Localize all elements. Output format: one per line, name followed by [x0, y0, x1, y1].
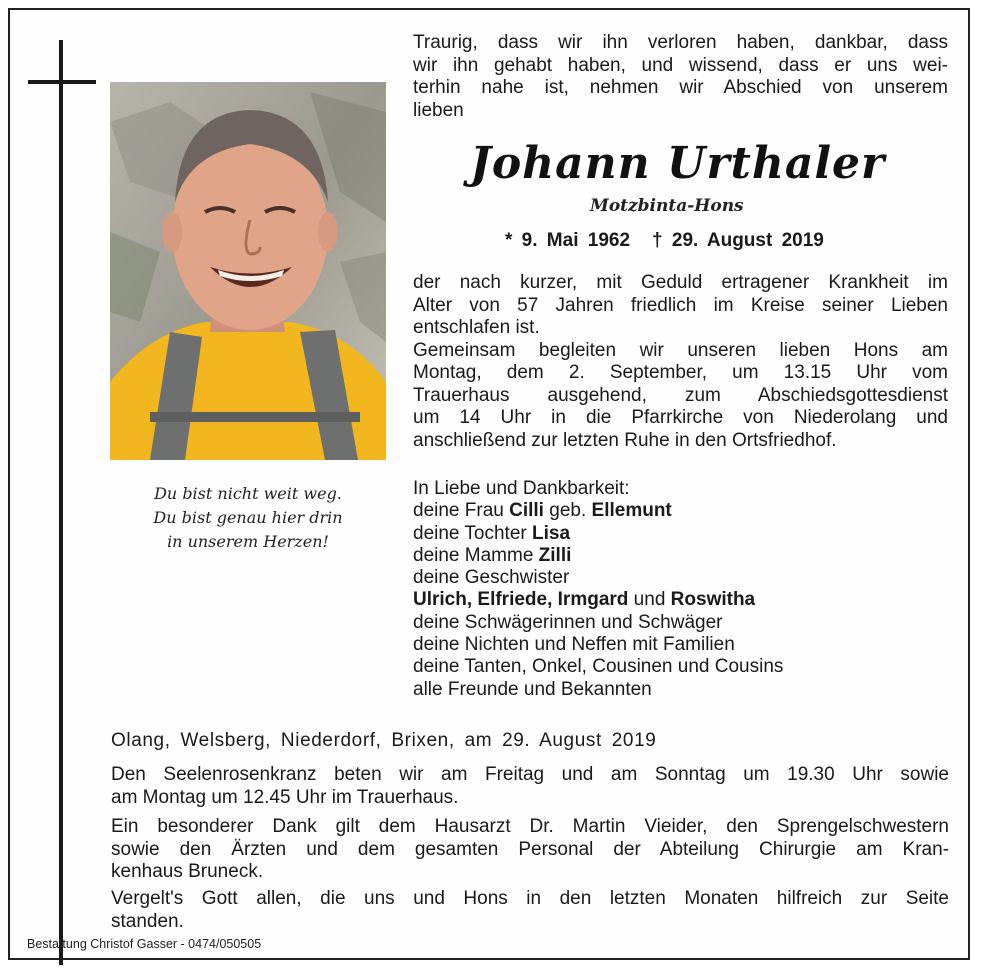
death-date: † 29. August 2019 [652, 230, 824, 251]
family-list [413, 478, 783, 701]
gratitude-text [111, 888, 949, 933]
family-relation: deine Frau [413, 500, 510, 522]
family-name: Ellemunt [591, 500, 672, 522]
family-name: Zilli [538, 544, 572, 566]
thanks-text [111, 816, 949, 884]
funeral-home-footer: Bestattung Christof Gasser - 0474/050505 [27, 937, 262, 951]
family-inlaws: deine Schwägerinnen und Schwäger [413, 611, 723, 633]
family-relation: deine Mamme [413, 544, 539, 566]
cross-icon-horizontal [28, 80, 96, 84]
family-heading: In Liebe und Dankbarkeit: [413, 478, 630, 499]
family-siblings-label: deine Geschwister [413, 567, 570, 589]
family-relation: geb. [543, 500, 592, 522]
memorial-quote [110, 482, 386, 554]
family-daughter [413, 523, 783, 545]
family-siblings [413, 589, 783, 611]
portrait-photo [110, 82, 386, 460]
intro-line: terhin nahe ist, nehmen wir Abschied von unserem [413, 77, 948, 98]
intro-line: wir ihn gehabt haben, und wissend, dass er uns wei- [413, 54, 948, 76]
family-relation: deine Tochter [413, 522, 533, 544]
passing-line: entschlafen ist. [413, 317, 540, 338]
family-friends: alle Freunde und Bekannten [413, 678, 652, 700]
family-name: Roswitha [670, 589, 756, 611]
funeral-line: anschließend zur letzten Ruhe in den Ortsfriedhof. [413, 429, 837, 451]
family-aunts: deine Tanten, Onkel, Cousinen und Cousins [413, 656, 784, 678]
quote-line: in unserem Herzen! [167, 532, 329, 551]
gratitude-line: standen. [111, 910, 184, 932]
funeral-line: Gemeinsam begleiten wir unseren lieben Hons am [413, 339, 948, 361]
thanks-line: Ein besonderer Dank gilt dem Hausarzt Dr. Martin Vieider, den Sprengelschwestern [111, 816, 949, 837]
deceased-name: Johann Urthaler [470, 138, 886, 189]
birth-date: * 9. Mai 1962 [505, 230, 631, 251]
intro-line: Traurig, dass wir ihn verloren haben, dankbar, dass [413, 32, 948, 53]
family-name: Lisa [532, 522, 571, 544]
thanks-line: kenhaus Bruneck. [111, 861, 264, 882]
quote-line: Du bist nicht weit weg. [154, 484, 342, 503]
rosary-text [111, 764, 949, 809]
intro-line: lieben [413, 99, 464, 121]
family-relation: und [628, 589, 671, 611]
passing-text [413, 272, 948, 452]
gratitude-line: Vergelt's Gott allen, die uns und Hons in den letzten Monaten hilfreich zur Seite [111, 888, 949, 909]
passing-line: der nach kurzer, mit Geduld ertragener Krankheit im [413, 272, 948, 293]
family-mother [413, 545, 783, 567]
family-nieces: deine Nichten und Neffen mit Familien [413, 634, 735, 656]
thanks-line: sowie den Ärzten und dem gesamten Personal der Abteilung Chirurgie am Kran- [111, 838, 949, 860]
life-dates [505, 230, 846, 252]
cross-icon-vertical [59, 40, 63, 965]
passing-line: Alter von 57 Jahren friedlich im Kreise seiner Lieben [413, 294, 948, 316]
quote-line: Du bist genau hier drin [153, 508, 343, 527]
family-wife [413, 500, 783, 522]
deceased-nickname: Motzbinta-Hons [590, 196, 744, 216]
place-date: Olang, Welsberg, Niederdorf, Brixen, am 29. August 2019 [111, 730, 657, 751]
funeral-line: um 14 Uhr in die Pfarrkirche von Niederolang und [413, 407, 948, 428]
intro-text [413, 32, 948, 122]
rosary-line: am Montag um 12.45 Uhr im Trauerhaus. [111, 786, 459, 808]
funeral-line: Trauerhaus ausgehend, zum Abschiedsgottesdienst [413, 384, 948, 406]
rosary-line: Den Seelenrosenkranz beten wir am Freitag und am Sonntag um 19.30 Uhr sowie [111, 764, 949, 785]
family-name: Ulrich, Elfriede, Irmgard [413, 589, 629, 611]
family-name: Cilli [509, 500, 544, 522]
funeral-line: Montag, dem 2. September, um 13.15 Uhr vom [413, 362, 948, 383]
